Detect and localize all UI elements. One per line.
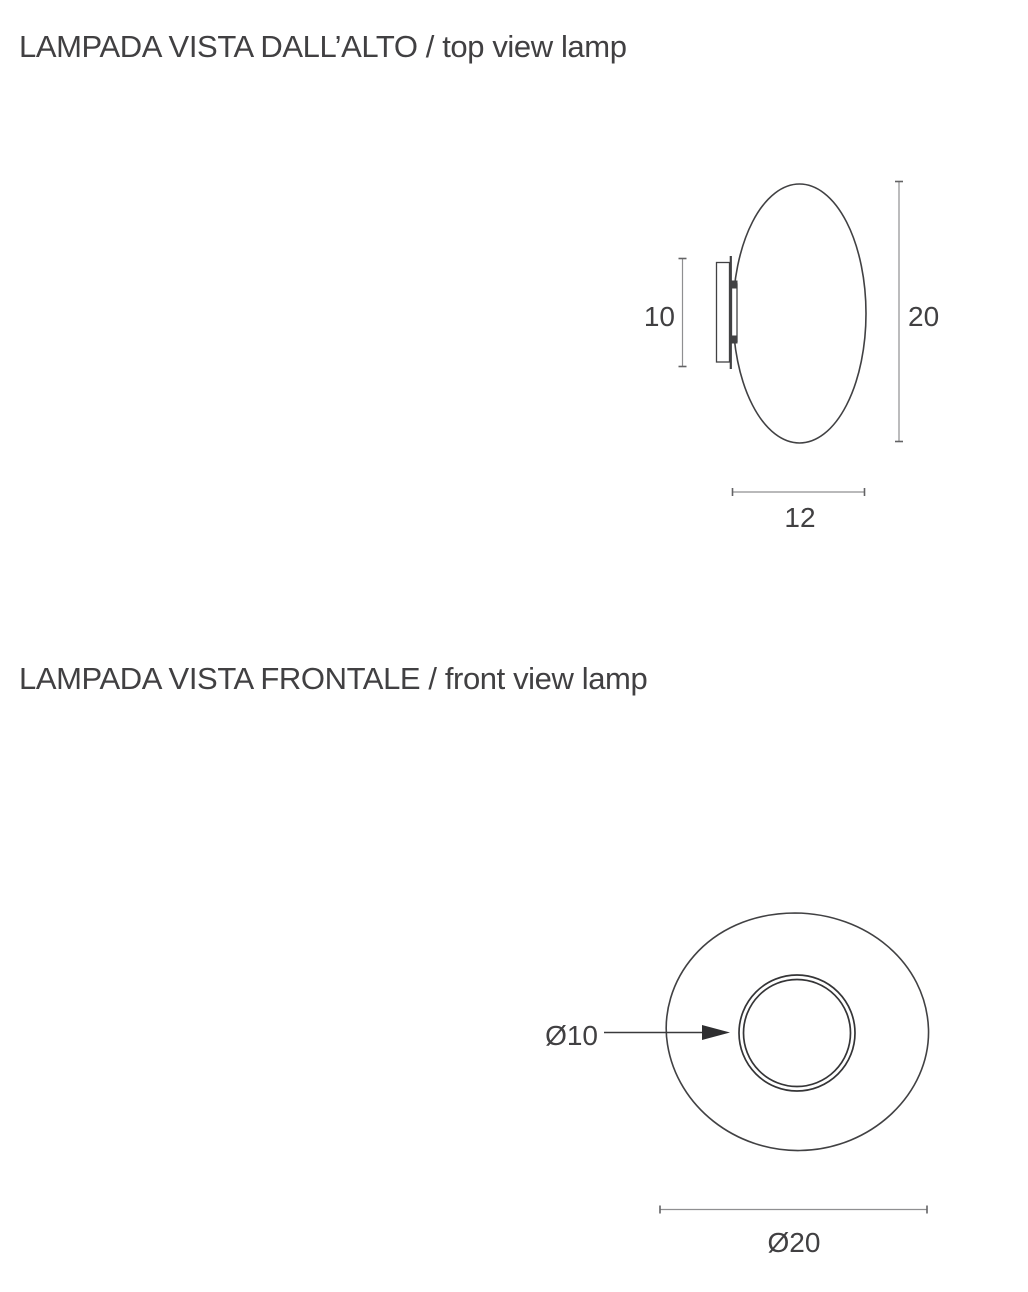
dimension-height-label: 20	[908, 301, 940, 332]
dimension-height	[895, 182, 939, 442]
inner-diameter-label: Ø10	[545, 1020, 598, 1051]
dimension-inner-diameter	[545, 1020, 730, 1051]
dimension-outer-diameter	[660, 1206, 927, 1259]
dimension-depth-label: 10	[643, 301, 675, 332]
center-ring-inner	[744, 980, 851, 1087]
dimension-width	[733, 488, 865, 533]
outer-diameter-label: Ø20	[767, 1227, 821, 1258]
center-ring-outer	[739, 975, 855, 1091]
dimension-depth	[644, 259, 687, 367]
lamp-body-ellipse	[733, 184, 866, 443]
front-view-drawing	[545, 913, 928, 1258]
top-view-heading: LAMPADA VISTA DALL’ALTO / top view lamp	[19, 29, 627, 64]
mount-stem	[732, 284, 738, 342]
dimension-width-label: 12	[784, 502, 816, 533]
inner-diameter-arrowhead	[702, 1025, 730, 1040]
wall-mount-plate	[717, 263, 730, 363]
front-view-heading: LAMPADA VISTA FRONTALE / front view lamp	[19, 661, 648, 696]
top-view-drawing	[644, 182, 939, 534]
